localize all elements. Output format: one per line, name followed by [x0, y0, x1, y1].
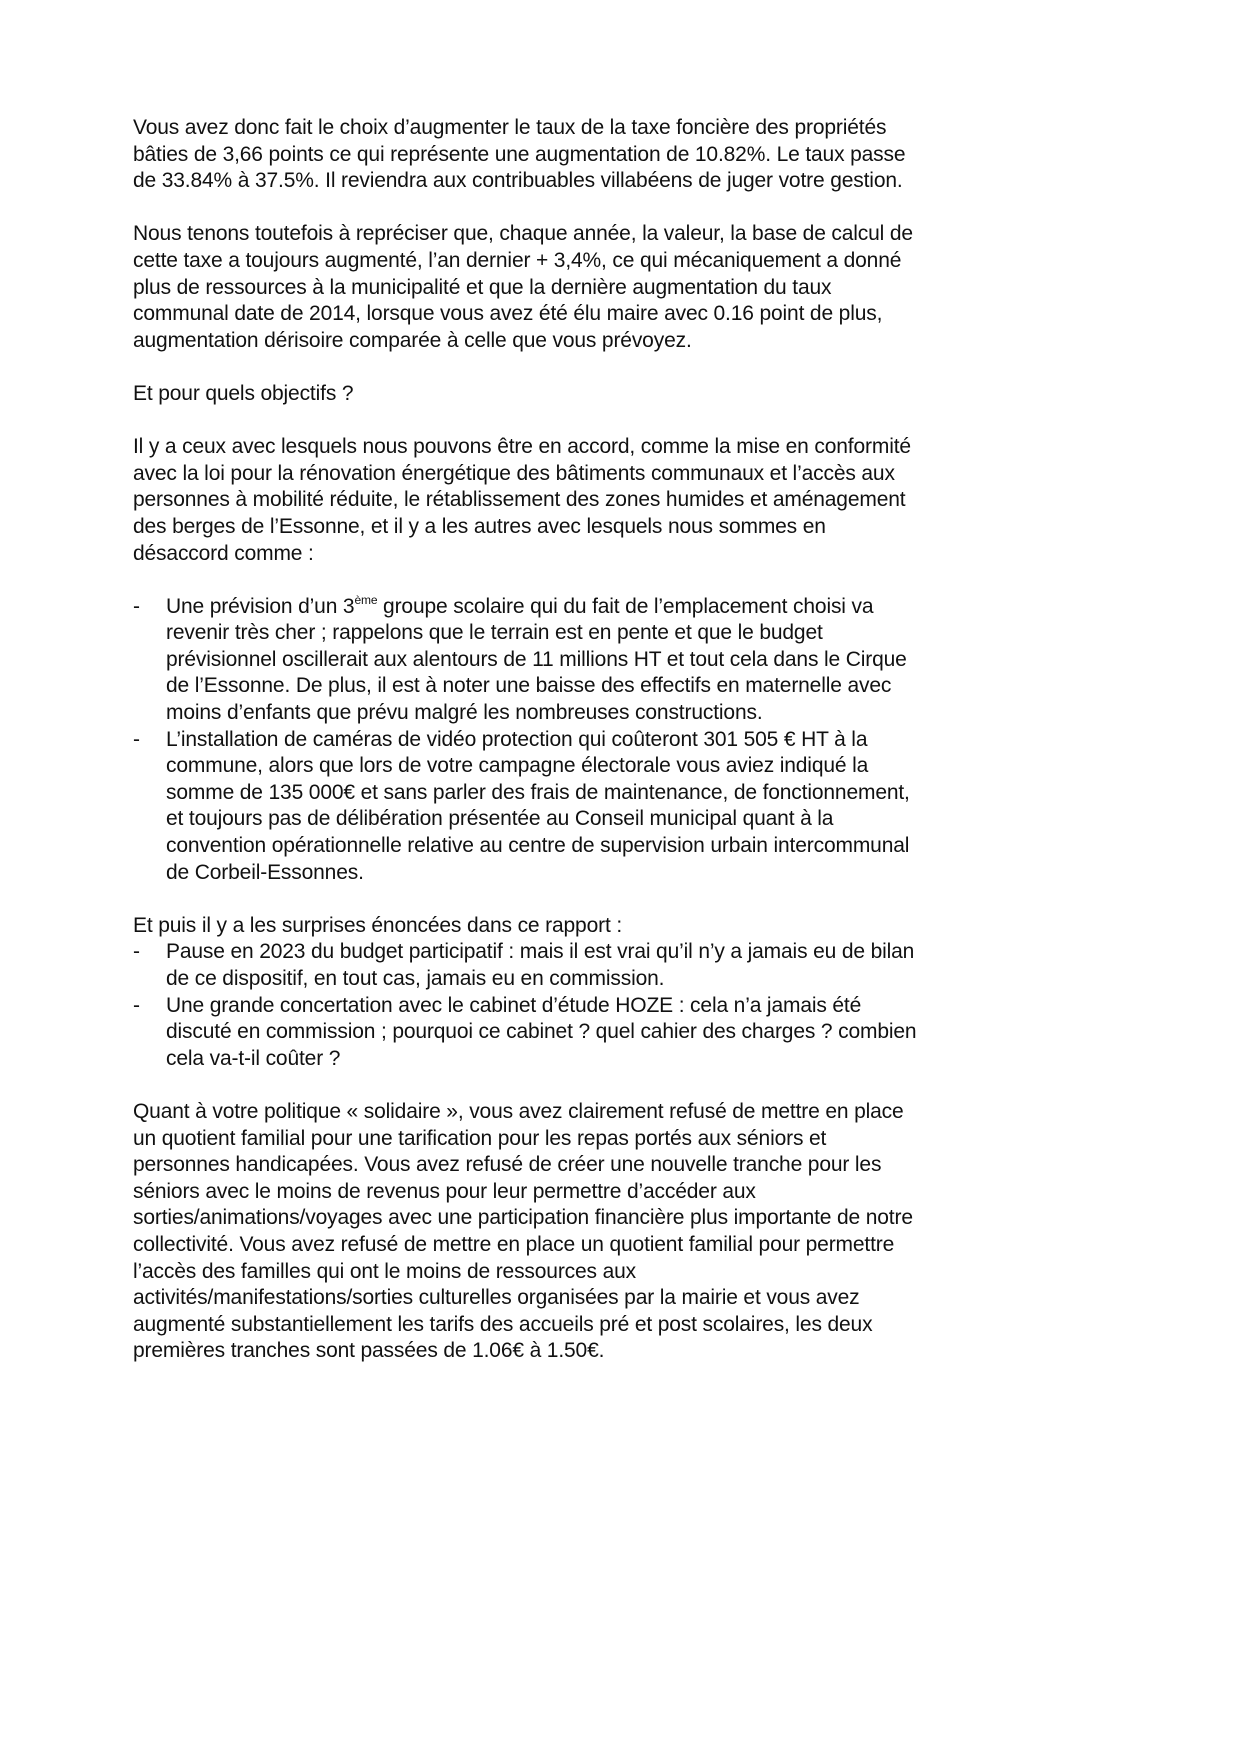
text-line: premières tranches sont passées de 1.06€ à 1.50€.	[133, 1339, 605, 1363]
text-line: de l’Essonne. De plus, il est à noter une baisse des effectifs en maternelle avec	[166, 674, 892, 698]
text-line: séniors avec le moins de revenus pour leur permettre d’accéder aux	[133, 1179, 756, 1203]
text-line: de Corbeil-Essonnes.	[166, 860, 364, 884]
paragraph-objectives-question	[133, 381, 993, 408]
text-line: Et pour quels objectifs ?	[133, 381, 354, 405]
text-line: L’installation de caméras de vidéo protection qui coûteront 301 505 € HT à la	[166, 727, 868, 751]
text-line: Il y a ceux avec lesquels nous pouvons être en accord, comme la mise en conformité	[133, 435, 911, 459]
text-line: cette taxe a toujours augmenté, l’an dernier + 3,4%, ce qui mécaniquement a donné	[133, 248, 902, 272]
bullet-dash: -	[133, 940, 140, 964]
text-line: sorties/animations/voyages avec une participation financière plus importante de notre	[133, 1206, 913, 1230]
text-line: augmentation dérisoire comparée à celle que vous prévoyez.	[133, 328, 692, 352]
text-line: Quant à votre politique « solidaire », vous avez clairement refusé de mettre en place	[133, 1099, 904, 1123]
text-line: et toujours pas de délibération présentée au Conseil municipal quant à la	[166, 807, 834, 831]
text-line: désaccord comme :	[133, 541, 314, 565]
paragraph-solidarity-policy	[133, 1099, 993, 1365]
text-line: des berges de l’Essonne, et il y a les autres avec lesquels nous sommes en	[133, 514, 826, 538]
text-line: Vous avez donc fait le choix d’augmenter le taux de la taxe foncière des propriétés	[133, 116, 887, 139]
text-line: collectivité. Vous avez refusé de mettre en place un quotient familial pour permettre	[133, 1232, 895, 1256]
list-item	[133, 939, 993, 992]
paragraph-agreement	[133, 434, 993, 567]
text-line: Pause en 2023 du budget participatif : mais il est vrai qu’il n’y a jamais eu de bilan	[166, 940, 915, 964]
text-line: convention opérationnelle relative au centre de supervision urbain intercommunal	[166, 834, 910, 858]
disagreement-list	[133, 594, 993, 887]
text-line: l’accès des familles qui ont le moins de ressources aux	[133, 1259, 636, 1283]
text-line: discuté en commission ; pourquoi ce cabinet ? quel cahier des charges ? combien	[166, 1020, 917, 1044]
text-line: prévisionnel oscillerait aux alentours de 11 millions HT et tout cela dans le Cirque	[166, 647, 907, 671]
text-line: avec la loi pour la rénovation énergétique des bâtiments communaux et l’accès aux	[133, 461, 895, 485]
text-line: Et puis il y a les surprises énoncées dans ce rapport :	[133, 913, 623, 937]
text-line: revenir très cher ; rappelons que le terrain est en pente et que le budget	[166, 621, 823, 645]
surprises-list	[133, 939, 993, 1072]
list-item	[133, 993, 993, 1073]
text-line: activités/manifestations/sorties culturelles organisées par la mairie et vous avez	[133, 1286, 860, 1310]
text-line: personnes à mobilité réduite, le rétablissement des zones humides et aménagement	[133, 488, 906, 512]
text-line: de 33.84% à 37.5%. Il reviendra aux contribuables villabéens de juger votre gestion.	[133, 169, 903, 193]
list-item	[133, 727, 993, 887]
text-line: personnes handicapées. Vous avez refusé de créer une nouvelle tranche pour les	[133, 1153, 882, 1177]
text-line: cela va-t-il coûter ?	[166, 1046, 341, 1070]
list-item	[133, 594, 993, 727]
text-line: plus de ressources à la municipalité et que la dernière augmentation du taux	[133, 275, 832, 299]
text-line: moins d’enfants que prévu malgré les nombreuses constructions.	[166, 701, 763, 725]
document-page	[133, 115, 993, 1365]
text-line: somme de 135 000€ et sans parler des frais de maintenance, de fonctionnement,	[166, 780, 910, 804]
bullet-dash: -	[133, 993, 140, 1017]
paragraph-tax-base	[133, 221, 993, 354]
paragraph-surprises	[133, 913, 993, 940]
text-line: un quotient familial pour une tarification pour les repas portés aux séniors et	[133, 1126, 827, 1150]
text-line: Une grande concertation avec le cabinet d’étude HOZE : cela n’a jamais été	[166, 993, 862, 1017]
text-line: Une prévision d’un 3ème groupe scolaire qui du fait de l’emplacement choisi va	[166, 592, 874, 618]
text-line: commune, alors que lors de votre campagne électorale vous aviez indiqué la	[166, 754, 869, 778]
bullet-dash: -	[133, 727, 140, 751]
text-line: Nous tenons toutefois à repréciser que, chaque année, la valeur, la base de calcul de	[133, 222, 913, 246]
text-line: communal date de 2014, lorsque vous avez été élu maire avec 0.16 point de plus,	[133, 302, 883, 326]
text-line: augmenté substantiellement les tarifs des accueils pré et post scolaires, les deux	[133, 1312, 873, 1336]
bullet-dash: -	[133, 594, 140, 618]
superscript: ème	[354, 592, 378, 607]
text-line: de ce dispositif, en tout cas, jamais eu en commission.	[166, 967, 665, 990]
text-line: bâties de 3,66 points ce qui représente une augmentation de 10.82%. Le taux passe	[133, 142, 906, 166]
paragraph-tax-increase	[133, 115, 993, 195]
